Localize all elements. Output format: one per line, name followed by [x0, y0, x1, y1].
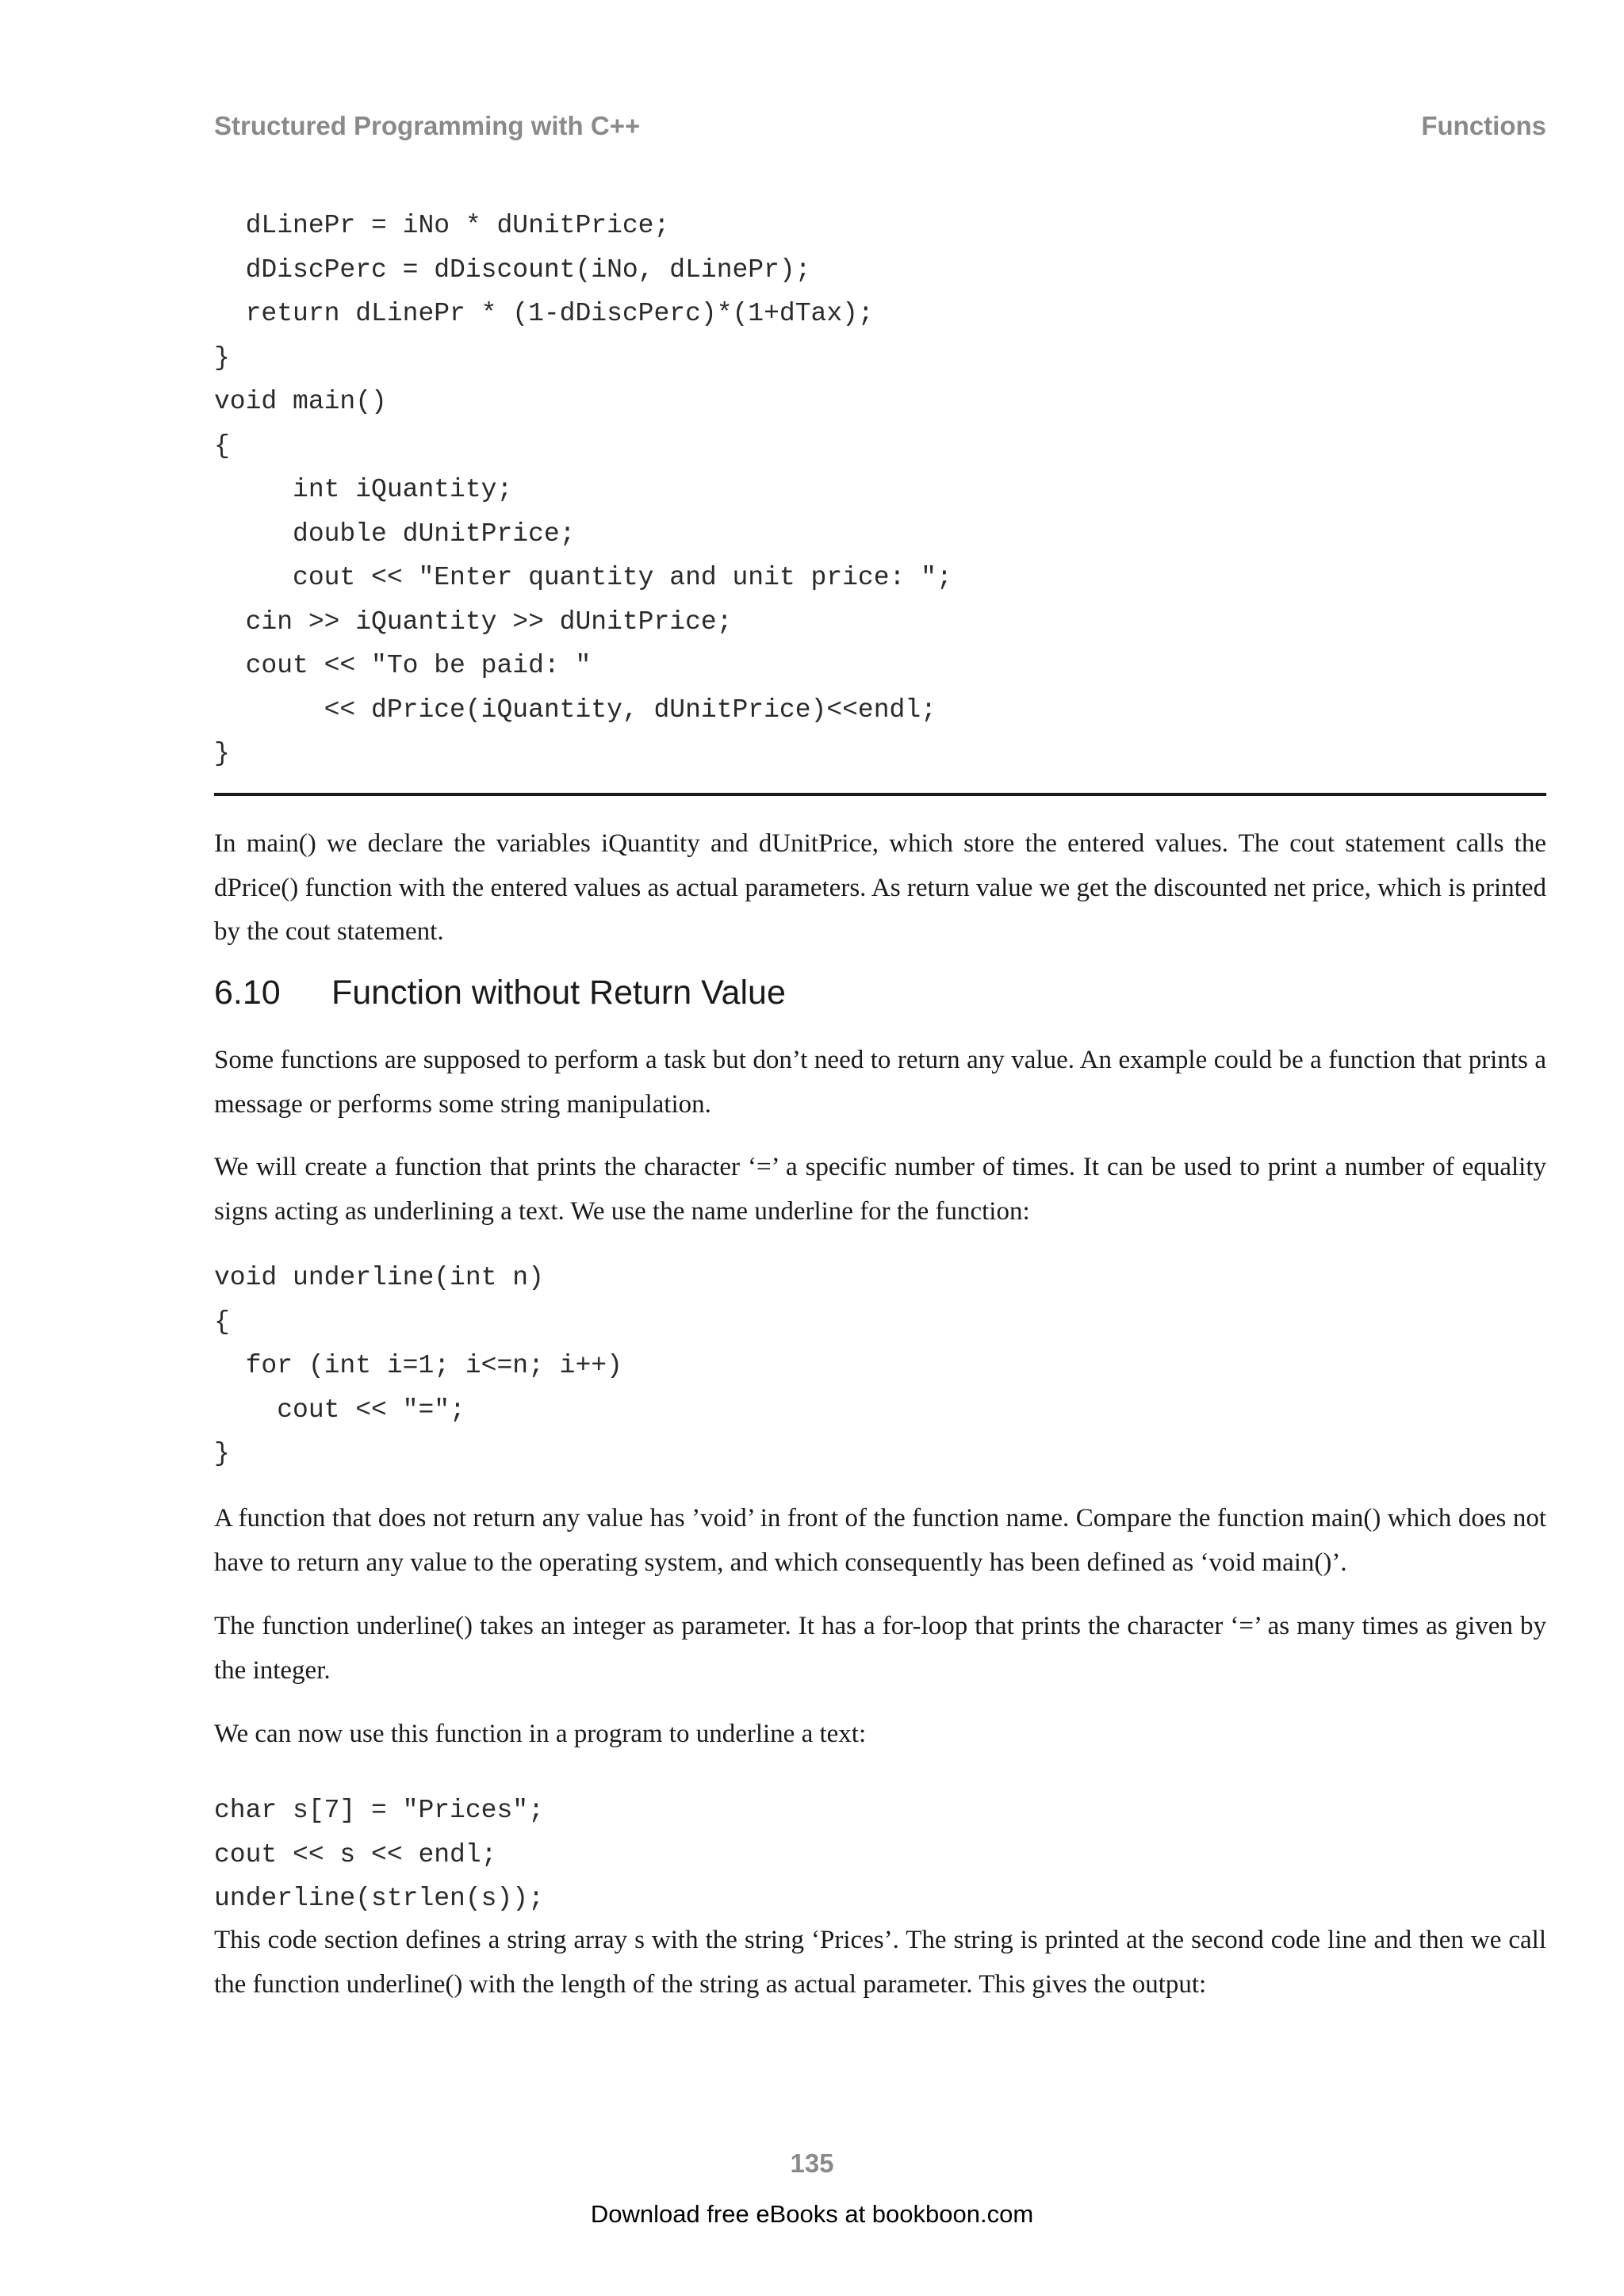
- paragraph-main-explanation: In main() we declare the variables iQuantity and dUnitPrice, which store the entered values. The cout statement calls the dPrice() function with the entered values as actual parameters. As return value we get the discounted net price, which is printed by the cout statement.: [214, 829, 1546, 946]
- code-line: {: [214, 1307, 230, 1337]
- code-line: double dUnitPrice;: [214, 519, 576, 549]
- paragraph-parameter-explanation: The function underline() takes an integer as parameter. It has a for-loop that prints the character ‘=’ as many times as given by the integer.: [214, 1612, 1546, 1685]
- code-line: << dPrice(iQuantity, dUnitPrice)<<endl;: [214, 695, 936, 725]
- code-line: cout << s << endl;: [214, 1839, 497, 1869]
- code-line: cin >> iQuantity >> dUnitPrice;: [214, 607, 733, 637]
- code-line: for (int i=1; i<=n; i++): [214, 1351, 622, 1380]
- section-heading: [214, 974, 786, 1021]
- code-block-underline-function: [214, 1256, 622, 1476]
- section-title: Function without Return Value: [331, 974, 786, 1012]
- paragraph-usage-intro: We can now use this function in a program to underline a text:: [214, 1720, 867, 1748]
- header-chapter-title: Functions: [1421, 111, 1546, 140]
- paragraph-void-explanation: A function that does not return any value has ’void’ in front of the function name. Compare the function main() which does not have to return any value to the operating system, and which consequently has been defined as ‘void main()’.: [214, 1504, 1546, 1577]
- code-line: int iQuantity;: [214, 475, 513, 504]
- header-book-title: Structured Programming with C++: [214, 111, 641, 140]
- paragraph-output-explanation: This code section defines a string array s with the string ‘Prices’. The string is printed at the second code line and then we call the function underline() with the length of the string as actual parameter. This gives the output:: [214, 1926, 1546, 1999]
- paragraph-intro: Some functions are supposed to perform a task but don’t need to return any value. An example could be a function that prints a message or performs some string manipulation.: [214, 1046, 1546, 1119]
- section-number: 6.10: [214, 974, 281, 1012]
- code-block-dprice-main: [214, 204, 952, 776]
- code-line: {: [214, 430, 230, 461]
- footer-download-link[interactable]: Download free eBooks at bookboon.com: [590, 2200, 1034, 2228]
- code-line: }: [214, 1439, 230, 1468]
- horizontal-rule: [214, 793, 1546, 796]
- code-line: void main(): [214, 387, 387, 416]
- page-number: 135: [790, 2149, 834, 2178]
- code-line: underline(strlen(s));: [214, 1884, 544, 1913]
- code-line: cout << "Enter quantity and unit price: ";: [214, 563, 952, 592]
- code-line: cout << "=";: [214, 1395, 465, 1425]
- code-line: char s[7] = "Prices";: [214, 1796, 544, 1825]
- footer: [0, 2200, 1624, 2229]
- code-line: }: [214, 739, 230, 768]
- paragraph-underline-description: We will create a function that prints the character ‘=’ a specific number of times. It can be used to print a number of equality signs acting as underlining a text. We use the name underline for the function:: [214, 1153, 1546, 1226]
- code-line: }: [214, 342, 230, 373]
- code-line: cout << "To be paid: ": [214, 651, 592, 680]
- code-line: dLinePr = iNo * dUnitPrice;: [214, 211, 670, 240]
- code-line: return dLinePr * (1-dDiscPerc)*(1+dTax);: [214, 299, 874, 328]
- code-block-underline-usage: [214, 1789, 544, 1921]
- code-line: dDiscPerc = dDiscount(iNo, dLinePr);: [214, 254, 811, 285]
- code-line: void underline(int n): [214, 1263, 544, 1292]
- running-header: [214, 111, 1546, 151]
